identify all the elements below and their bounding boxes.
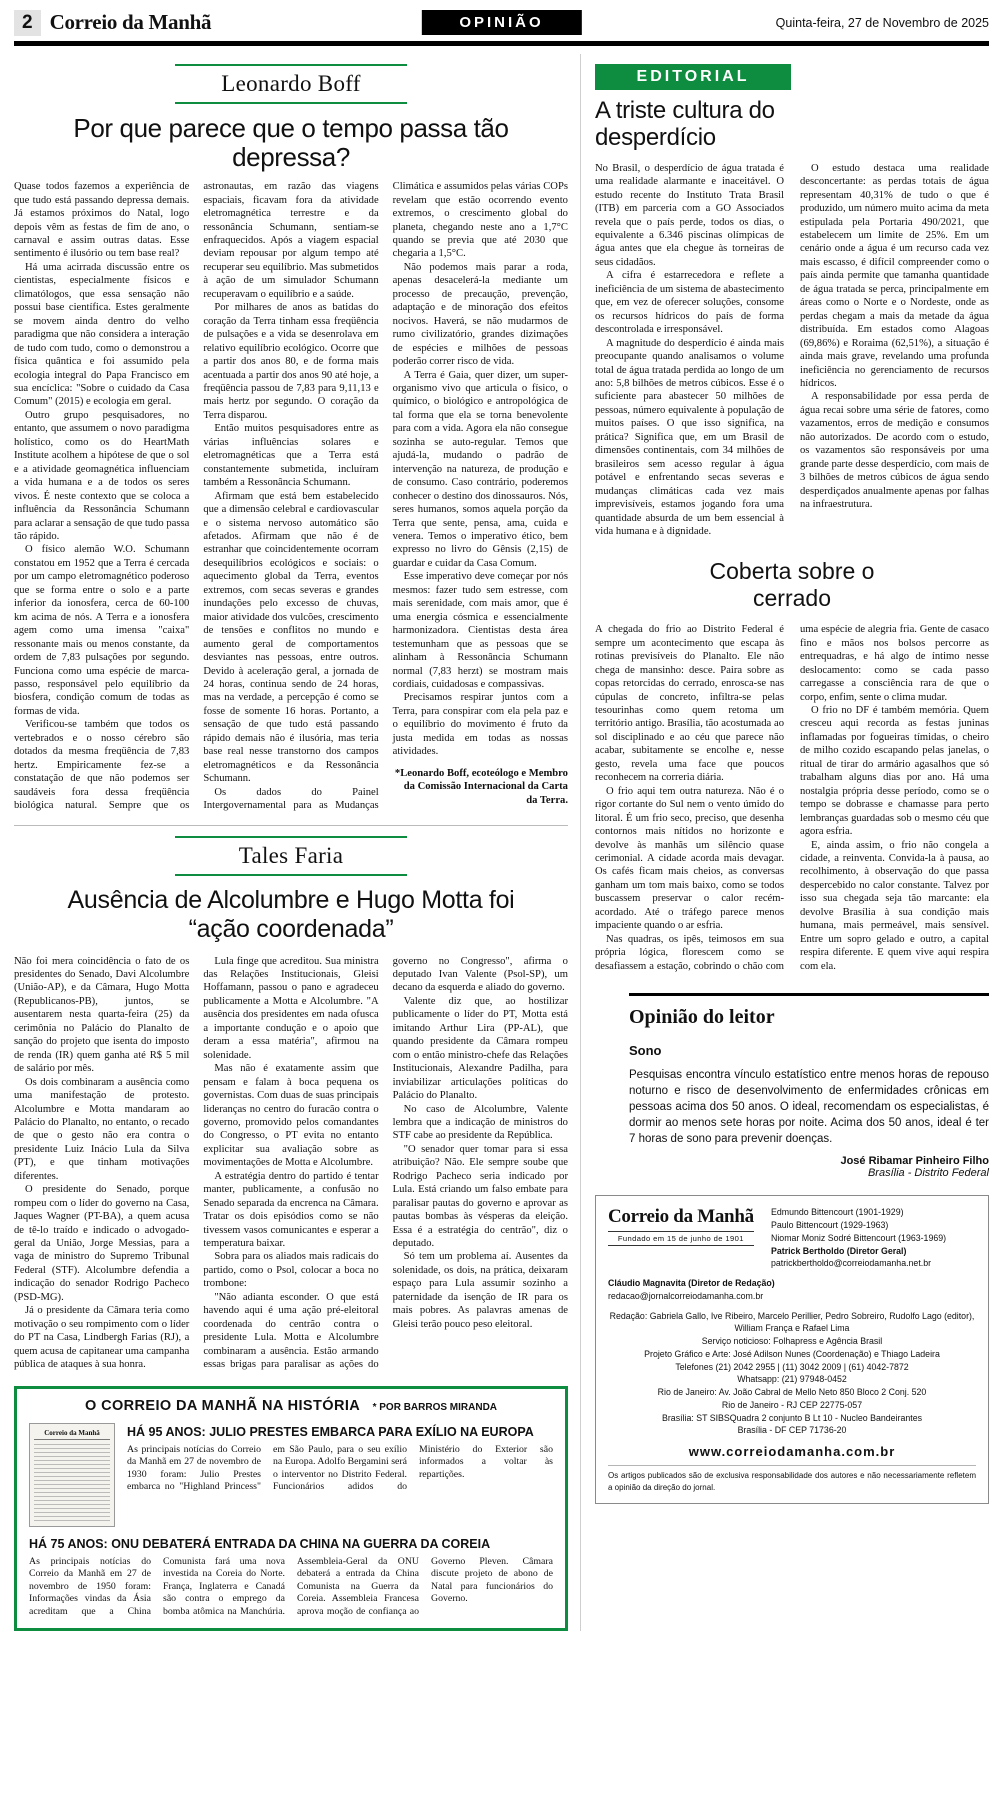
page-number: 2 <box>14 10 41 36</box>
history-item-75-anos <box>29 1537 553 1619</box>
reader-opinion-title: Opinião do leitor <box>629 1006 775 1029</box>
thumbnail-text-lines <box>34 1444 110 1522</box>
boff-author-name: Leonardo Boff <box>221 71 361 96</box>
imprint-line: Serviço noticioso: Folhapress e Agência Brasil <box>701 1336 883 1347</box>
letter-body: Pesquisas encontra vínculo estatístico entre menos horas de repouso noturno e risco de desenvolvimento de enfermidades crônicas em pessoas acima dos 50 anos. O ideal, recomendam os especialistas, é dormir ao menos sete horas por noite. Acima dos 50 anos, ideal é ter 7 horas de sono para prevenir doenças. <box>629 1069 989 1145</box>
history-item-heading: HÁ 95 ANOS: JULIO PRESTES EMBARCA PARA EXÍLIO NA EUROPA <box>127 1424 534 1439</box>
page-header <box>0 0 1003 38</box>
imprint-logo: Correio da Manhã <box>608 1206 754 1228</box>
imprint-founder: Paulo Bittencourt (1929-1963) <box>771 1220 889 1231</box>
coberta-body <box>595 623 989 973</box>
imprint-editor: Cláudio Magnavita (Diretor de Redação) <box>608 1278 775 1289</box>
imprint-line: Rio de Janeiro: Av. João Cabral de Mello Neto 850 Bloco 2 Conj. 520 <box>657 1387 927 1398</box>
reader-opinion-inner <box>629 993 989 1179</box>
tales-author-name: Tales Faria <box>238 842 344 868</box>
imprint-director: Patrick Bertholdo (Diretor Geral) <box>771 1245 907 1256</box>
historical-front-page-thumbnail <box>29 1423 115 1527</box>
boff-article <box>14 64 568 813</box>
coberta-title: Coberta sobre o cerrado <box>709 558 875 611</box>
history-item-heading: HÁ 75 ANOS: ONU DEBATERÁ ENTRADA DA CHINA NA GUERRA DA COREIA <box>29 1536 491 1551</box>
editorial-body-text: No Brasil, o desperdício de água tratada é uma realidade alarmante e inaceitável. O estudo recente do Instituto Trata Brasil (ITB) em parceria com a GO Associados revela que o país perde, todos os dias, o equivalente a 6.346 piscinas olímpicas de água antes que ela chegue às torneiras de seus cidadãos. A cifra é estarrecedora e reflete a ineficiência de um sistema de abastecimento que, em vez de oferecer soluções, consome os recursos hídricos do país de forma descontrolada e irresponsável. A magnitude do desperdício é ainda mais preocupante quando analisamos o volume total de água tratada perdida ao longo de um ano: 5,8 bilhões de metros cúbicos. Esse é o suficiente para abastecer 50 milhões de pessoas, número equivalente à população de muitos países. O que isso significa, na prática? Significa que, em um Brasil de dimensões continentais, com 34 milhões de brasileiros sem acesso regular à água potável e enfrentando secas severas e mudanças climáticas cada vez mais imprevisíveis, estamos jogando fora uma quantidade absurda de um bem essencial à vida humana e à dignidade. O estudo destaca uma realidade desconcertante: as perdas totais de água representam 40,31% de tudo o que é produzido, um número muito acima da meta estipulada pela Portaria 490/2021, que estabelecem um limite de 25%. Em um cenário onde a água é um recurso cada vez mais escasso, é difícil compreender como o país ainda permite que tamanha quantidade de água tratada se perca, principalmente em áreas como o Norte e o Nordeste, onde as perdas chegam a mais da metade da água distribuída. Em estados como Alagoas (69,86%) e Roraima (62,51%), a situação é ainda mais grave, revelando uma profunda ineficiência no gerenciamento de recursos hídricos. A responsabilidade por essa perda de água recai sobre uma série de fatores, como vazamentos, erros de medição e consumos não autorizados. De acordo com o estudo, os vazamentos são responsáveis por uma grande parte desse desperdício, com mais de 3 bilhões de metros cúbicos de água sendo desperdiçados anualmente apenas por falhas na infraestrutura. <box>595 162 989 537</box>
reader-opinion-rule <box>629 993 989 996</box>
history-item-body: As principais notícias do Correio da Manhã em 27 de novembro de 1950 foram: Informações vindas da Ásia acreditam que a China Comunista fará uma nova investida na Coreia do Norte. França, Inglaterra e Canadá são contra o emprego da bomba atômica na Manchúria. Assembleia-Geral da ONU debaterá a entrada da China Comunista na Guerra da Coreia. Assembleia Francesa aprova moção de confiança ao Governo Pleven. Câmara discute projeto de abono de Natal para funcionários do Governo. <box>29 1555 553 1617</box>
imprint-people <box>771 1206 976 1270</box>
editorial-section <box>595 64 989 538</box>
left-column <box>14 54 580 1631</box>
imprint-line: Brasília - DF CEP 71736-20 <box>737 1425 847 1436</box>
article-divider <box>14 825 568 826</box>
history-box-byline: * POR BARROS MIRANDA <box>372 1401 498 1413</box>
boff-author-block <box>175 64 407 104</box>
right-column <box>580 54 989 1631</box>
editorial-body <box>595 162 989 539</box>
imprint-director-email: patrickbertholdo@correiodamanha.net.br <box>771 1258 932 1269</box>
section-badge: OPINIÃO <box>421 10 581 35</box>
boff-signature: *Leonardo Boff, ecoteólogo e Membro da Comissão Internacional da Carta da Terra. <box>394 767 568 806</box>
tales-headline: Ausência de Alcolumbre e Hugo Motta foi “ação coordenada” <box>67 885 515 944</box>
history-box-title: O CORREIO DA MANHÃ NA HISTÓRIA <box>84 1397 361 1414</box>
reader-opinion-section <box>595 993 989 1179</box>
letter-author-place: Brasília - Distrito Federal <box>867 1167 989 1180</box>
imprint-line: Telefones (21) 2042 2955 | (11) 3042 2009 | (61) 4042-7872 <box>675 1361 909 1372</box>
newspaper-masthead: Correio da Manhã <box>49 10 212 34</box>
imprint-detail-lines <box>608 1310 976 1438</box>
tales-author-block <box>175 836 407 876</box>
boff-headline: Por que parece que o tempo passa tão depressa? <box>73 113 509 173</box>
tales-article-body <box>14 955 568 1372</box>
editorial-label: EDITORIAL <box>595 64 791 90</box>
history-item-body: As principais notícias do Correio da Manhã em 27 de novembro de 1930 foram: Julio Prestes embarca no "Highland Princess" em São Paulo, para o seu exílio na Europa. Adolfo Bergamini será o interventor no Distrito Federal. Funcionários adidos do Ministério do Exterior são informados a voltar às repartições. <box>127 1443 553 1493</box>
imprint-editor-email: redacao@jornalcorreiodamanha.com.br <box>608 1290 764 1301</box>
imprint-founder: Edmundo Bittencourt (1901-1929) <box>771 1207 904 1218</box>
page-content <box>0 46 1003 1631</box>
tales-article <box>14 836 568 1372</box>
imprint-line: Projeto Gráfico e Arte: José Adilson Nunes (Coordenação) e Thiago Ladeira <box>644 1348 940 1359</box>
history-box-header <box>29 1397 553 1415</box>
imprint-line: Rio de Janeiro - RJ CEP 22775-057 <box>721 1399 863 1410</box>
imprint-brand <box>608 1206 754 1270</box>
history-item-95-anos <box>127 1423 553 1527</box>
imprint-founded: Fundado em 15 de junho de 1901 <box>608 1231 754 1246</box>
imprint-disclaimer: Os artigos publicados são de exclusiva responsabilidade dos autores e não necessariamente refletem a opinião da direção do jornal. <box>608 1465 976 1493</box>
boff-body-text: Quase todos fazemos a experiência de que tudo está passando depressa demais. Já estamos próximos do Natal, logo depois vêm as festas de fim de ano, o carnaval e assim outras datas. Esse sentimento é ilusório ou tem base real? Há uma acirrada discussão entre os cientistas, especialmente físicos e climatólogos, que essa sensação não possui base científica. Estes geralmente se movem ainda dentro do velho paradigma que não considera a interação de tudo com tudo, como o demonstrou a física quântica e foi assumido pela ecologia integral do Papa Francisco em sua encíclica: "Sobre o cuidado da Casa Comum" (2015) e ecologia em geral. Outro grupo pesquisadores, no entanto, que assumem o novo paradigma holístico, como os do HeartMath Institute acolhem a hipótese de que o sol e a atividade geomagnética influenciam a vida humana e a de todos os seres vivos. É neste contexto que se coloca a influência da Ressonância Schumann para aclarar a sensação de que tudo passa tão rápido. O físico alemão W.O. Schumann constatou em 1952 que a Terra é cercada por um campo eletromagnético poderoso que se forma entre o solo e a parte inferior da ionosfera, cerca de 60-100 km acima de nós. A Terra e a ionosfera agem como uma imensa "caixa" ressonante mais ou menos constante, da ordem de 7,83 pulsações por segundo. Funciona como uma espécie de marca-passo, responsável pelo equilíbrio da biosfera, condição comum de todas as formas de vida. Verificou-se também que todos os vertebrados e o nosso cérebro são dotados da mesma freqüência de 7,83 hertz. Empiricamente fez-se a constatação de que não podemos ser saudáveis fora dessa freqüência biológica natural. Sempre que os astronautas, em razão das viagens espaciais, ficavam fora da atividade eletromagnética terrestre e da ressonância Schumann, sentiam-se enfraquecidos. Após a viagem espacial deviam repousar por algum tempo até recuperar seu equilíbrio. Mas submetidos à ação de um simulador Schumann recuperavam o equilíbrio e a saúde. Por milhares de anos as batidas do coração da Terra tinham essa freqüência de pulsações e a vida se desenrolava em relativo equilíbrio ecológico. Ocorre que a partir dos anos 80, e de forma mais acentuada a partir dos anos 90 até hoje, a freqüência passou de 7,83 para 9,11,13 e mais hertz por segundo. O coração da Terra disparou. Então muitos pesquisadores entre as várias influências solares e eletromagnéticas que a Terra está constantemente submetida, incluíram também a Ressonância Schumann. Afirmam que está bem estabelecido que a dimensão celebral e cardiovascular e o sistema nervoso automático são afetados. Afirmam que não é de estranhar que coincidentemente ocorram desequilíbrios ecológicos e sociais: o aquecimento global da Terra, eventos extremos, com secas severas e grandes inundações pelo excesso de chuvas, maior atividade dos vulcões, crescimento de tensões e conflitos no mundo e aumento geral de comportamentos desviantes nas pessoas, entre outros. Devido à aceleração geral, a jornada de 24 horas, continua sendo de 24 horas, mas na verdade, a percepção é como se fosse de somente 16 horas. Portanto, a sensação de que tudo está passando rápido demais não é ilusória, mas teria base real nesse transtorno dos campos eletromagnéticos e da Ressonância Schumann. Os dados do Painel Intergovernamental para as Mudanças Climática e assumidos pelas várias COPs revelam que estão ocorrendo evento extremos, o crescimento global do planeta, chegando neste ano a 1,7°C quando se previa que até 2030 que chegaria a 1,5°C. Não podemos mais parar a roda, apenas desacelerá-la mediante um processo de precaução, prevenção, adaptação e de minoração dos efeitos nocivos. Haverá, se não mudarmos de rumo civilizatório, grandes dizimações de espécies e milhões de pessoas poderão correr risco de vida. A Terra é Gaia, quer dizer, um super-organismo vivo que articula o físico, o químico, o biológico e antropológica de tal forma que ela se torna benevolente para com a vida. Agora ela não consegue sozinha se auto-regular. Temos que ajudá-la, mudando o padrão de intervenção na natureza, de produção e de consumo. Caso contrário, poderemos conhecer o destino dos dinossauros. Nós, seres humanos, somos aquela porção da Terra que sente, pensa, ama, cuida e venera. Temos o imperativo ético, bem expresso no livro do Gênsis (2,15) de guardar e cuidar da Casa Comum. Esse imperativo deve começar por nós mesmos: fazer tudo sem estresse, com mais serenidade, com mais amor, que é uma energia cósmica e essencialmente harmonizadora. Cientistas desta área testemunham que as pessoas que se alinham à Ressonância Schumann normal (7,83 herzt) se mostram mais cordiais, cuidadosas e compassivas. Precisamos respirar juntos com a Terra, para conspirar com ela pela paz e o equilíbrio do movimento é fruto da justa medida em todas as nossas atividades. <box>14 181 568 812</box>
editorial-title: A triste cultura do desperdício <box>595 97 775 151</box>
imprint-line: Whatsapp: (21) 97948-0452 <box>737 1374 847 1385</box>
imprint-founder: Niomar Moniz Sodré Bittencourt (1963-1969) <box>771 1232 947 1243</box>
history-item-row <box>29 1423 553 1527</box>
imprint-top-row <box>608 1206 976 1270</box>
history-box <box>14 1386 568 1632</box>
imprint-website: www.correiodamanha.com.br <box>688 1444 896 1460</box>
imprint-line: Brasília: ST SIBSQuadra 2 conjunto B Lt 10 - Nucleo Bandeirantes <box>662 1412 922 1423</box>
edition-date: Quinta-feira, 27 de Novembro de 2025 <box>775 15 989 30</box>
letter-author-name: José Ribamar Pinheiro Filho <box>840 1155 989 1168</box>
imprint-line: Redação: Gabriela Gallo, Ive Ribeiro, Marcelo Perillier, Pedro Sobreiro, Rudolfo Lago (editor), William França e Rafael Lima <box>609 1310 975 1334</box>
imprint-editor-block <box>608 1277 976 1303</box>
coberta-body-text: A chegada do frio ao Distrito Federal é sempre um acontecimento que escapa às rotinas previsíveis do Planalto. Ele não chega de mansinho: desce. Paira sobre as copas retorcidas do cerrado, enrosca-se nas cúpulas de concreto, infiltra-se pelas tesourinhas como quem retoma um território antigo. Brasília, tão acostumada ao sol disciplinado e ao céu que parece não acabar, subitamente se encolhe e, nesse gesto, revela uma face que poucos reconhecem na correria diária. O frio aqui tem outra natureza. Não é o rigor cortante do Sul nem o vento úmido do litoral. É um frio seco, preciso, que desenha contornos mais nítidos no horizonte e devolve às manhãs um silêncio quase cerimonial. A cidade acorda mais devagar. Os cafés ficam mais cheios, as conversas ganham um tom mais baixo, como se todos buscassem preservar o calor recém-acordado. Até o tráfego parece menos impaciente quando o ar esfria. Nas quadras, os ipês, teimosos em sua própria lógica, florescem como se desafiassem a estação, cobrindo o chão com uma espécie de alegria fria. Gente de casaco fino e mãos nos bolsos percorre as entrequadras, e há algo de íntimo nesse deslocamento: como se cada passo carregasse a consciência rara de que o corpo, enfim, sente o clima mudar. O frio no DF é também memória. Quem cresceu aqui recorda as festas juninas inflamadas por fogueiras tímidas, o cheiro de milho cozido escapando pelas janelas, o ritual de tirar do armário agasalhos que só trabalham alguns dias por ano. Há uma nostalgia própria desse período, como se o tempo se dobrasse e chamasse para perto lembranças guardadas sob o mesmo céu que agora esfria. E, ainda assim, o frio não congela a cidade, a reinventa. Convida-la à pausa, ao recolhimento, à observação do que passa despercebido no calor constante. Talvez por isso sua chegada seja tão marcante: ela devolve Brasília à sua condição mais humana, mais permeável, mais sensível. Entre um sopro gelado e outro, a capital respira diferente. E quem vive aqui respira com ela. <box>595 624 989 972</box>
boff-article-body <box>14 180 568 812</box>
newspaper-imprint-box <box>595 1195 989 1504</box>
letter-title: Sono <box>629 1043 662 1059</box>
thumbnail-masthead: Correio da Manhã <box>34 1429 110 1440</box>
coberta-section <box>595 558 989 973</box>
tales-body-text: Não foi mera coincidência o fato de os presidentes do Senado, Davi Alcolumbre (União-AP), e da Câmara, Hugo Motta (Republicanos-PB), juntos, se ausentarem nesta quarta-feira (25) da cerimônia no Palácio do Planalto de sanção do projeto que isenta do imposto de renda (IR) quem ganha até R$ 5 mil de salário por mês. Os dois combinaram a ausência como uma manifestação de protesto. Alcolumbre e Motta mandaram ao Palácio do Planalto, no entanto, o recado de que o gesto não era contra o presidente Luiz Inácio Lula da Silva (PT), e que tinham motivações diferentes. O presidente do Senado, porque rompeu com o líder do governo na Casa, Jaques Wagner (PT-BA), a quem acusa de tê-lo traído e indicado o advogado-geral da União, Jorge Messias, para a vaga de ministro do Supremo Tribunal Federal (STF). Alcolumbre defendia a indicação do senador Rodrigo Pacheco (PSD-MG). Já o presidente da Câmara teria como motivação o seu rompimento com o líder do PT na Casa, Lindbergh Farias (RJ), a quem acusa de capitanear uma campanha pública de ataques à sua honra. Lula finge que acreditou. Sua ministra das Relações Institucionais, Gleisi Hoffamann, passou o pano e agradeceu publicamente a Motta e Alcolumbre. "A ausência dos presidentes em nada ofusca a importante condução e o apoio que deram a essa matéria", afirmou na solenidade. Mas não é exatamente assim que pensam e falam à boca pequena os governistas. Com duas de suas principais lideranças no centro do furacão contra o governo, promovido pelos comandantes do Congresso, o PT evita no entanto explicitar sua avaliação sobre as movimentações de Motta e Alcolumbre. A estratégia dentro do partido é tentar manter, publicamente, a confusão no Senado separada da encrenca na Câmara. Tratar os dois episódios como se não tivessem vasos comunicantes e esperar a temperatura baixar. Sobra para os aliados mais radicais do partido, como o Psol, colocar a boca no trombone: "Não adianta esconder. O que está havendo aqui é uma ação pré-eleitoral coordenada do centrão contra o presidente Lula. Motta e Alcolumbre combinaram a ausência. Estão armando essas brigas para paralisar as ações do governo no Congresso", afirma o deputado Ivan Valente (Psol-SP), um decano da esquerda e aliado do governo. Valente diz que, ao hostilizar publicamente o líder do PT, Motta está imitando Arthur Lira (PP-AL), que quando presidente da Câmara rompeu com o então ministro-chefe das Relações Institucionais, Alexandre Padilha, para inviabilizar articulações políticas do Palácio do Planalto. No caso de Alcolumbre, Valente lembra que a indicação de ministros do STF cabe ao presidente da República. "O senador quer tomar para si essa atribuição? Não. Ele sempre soube que Rodrigo Pacheco seria indicado por Lula. Está criando um falso embate para paralisar pautas do governo e aprovar as pautas bombas às vésperas da eleição. Essa é a estratégia do centrão", diz o deputado. Só tem um problema aí. Ausentes da solenidade, os dois, na prática, deixaram espaço para Lula assumir sozinho a paternidade da isenção de IR para os mais pobres. As palavras amenas de Gleisi terão pouco peso eleitoral. <box>14 955 568 1371</box>
